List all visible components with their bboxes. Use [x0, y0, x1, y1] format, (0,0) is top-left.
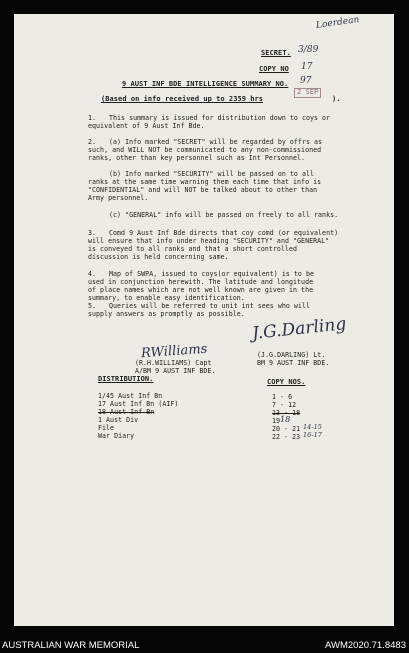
paragraph-line: Army personnel. [88, 194, 149, 202]
summary-title: 9 AUST INF BDE INTELLIGENCE SUMMARY NO. [122, 80, 289, 88]
paragraph-line: such, and WILL NOT be communicated to any non-commissioned [88, 146, 322, 154]
distribution-copies: 20 - 21 [272, 425, 301, 433]
paragraph-line: ranks, other than key personnel such as Int Personnel. [88, 154, 306, 162]
distribution-copies: 13 - 18 [272, 409, 301, 417]
copy-number-handwritten: 17 [301, 62, 313, 72]
right-signature: J.G.Darling [251, 314, 348, 344]
paragraph-line: (b) Info marked "SECURITY" will be passed on to all [109, 170, 315, 178]
archive-footer [0, 637, 409, 653]
left-signatory-name: (R.H.WILLIAMS) Capt [135, 359, 212, 367]
left-signature: RWilliams [140, 341, 208, 362]
distribution-recipient: War Diary [98, 432, 135, 440]
distribution-recipient: 17 Aust Inf Bn (AIF) [98, 400, 179, 408]
copy-number-label: COPY NO [259, 65, 289, 73]
paragraph-line: Comd 9 Aust Inf Bde directs that coy comd (or equivalent) [109, 229, 339, 237]
paragraph-line: Queries will be referred to unit int sees who will [109, 302, 310, 310]
distribution-recipient: File [98, 424, 115, 432]
paragraph-line: "CONFIDENTIAL" and will NOT be talked about to other than [88, 186, 318, 194]
based-on-line-end: ). [332, 95, 341, 103]
distribution-copies-handwritten: 18 [280, 415, 291, 424]
distribution-copies-handwritten: 14-15 [303, 423, 322, 431]
right-signatory-name: (J.G.DARLING) Lt. [257, 351, 326, 359]
distribution-copies: 19 [272, 417, 281, 425]
based-on-line: (Based on info received up to 2359 hrs [101, 95, 264, 103]
paragraph-line: This summary is issued for distribution down to coys or [109, 114, 331, 122]
classification-handwritten-number: 3/89 [298, 45, 319, 55]
distribution-recipient: 1/45 Aust Inf Bn [98, 392, 163, 400]
paragraph-line: will ensure that info under heading "SECURITY" and "GENERAL" [88, 237, 330, 245]
archive-reference: AWM2020.71.8483 [325, 640, 406, 651]
left-signatory-role: A/BM 9 AUST INF BDE. [135, 367, 216, 375]
paragraph-line: (c) "GENERAL" info will be passed on freely to all ranks. [109, 211, 339, 219]
distribution-copies: 1 - 6 [272, 393, 293, 401]
paragraph-line: used in conjunction herewith. The latitude and longitude [88, 278, 314, 286]
paragraph-number: 3. [88, 229, 97, 237]
distribution-recipient: 18 Aust Inf Bn [98, 408, 155, 416]
paragraph-number: 5. [88, 302, 97, 310]
paragraph-line: of place names which are not well known are given in the [88, 286, 314, 294]
paragraph-number: 2. [88, 138, 97, 146]
received-date-stamp: 2 SEP [294, 88, 321, 98]
paragraph-line: supply answers as promptly as possible. [88, 310, 245, 318]
copy-numbers-heading: COPY NOS. [267, 378, 306, 386]
paragraph-line: discussion is held concerning same. [88, 253, 229, 261]
distribution-recipient: 1 Aust Div [98, 416, 139, 424]
paragraph-number: 1. [88, 114, 97, 122]
distribution-heading: DISTRIBUTION. [98, 375, 154, 383]
paragraph-number: 4. [88, 270, 97, 278]
distribution-copies: 7 - 12 [272, 401, 297, 409]
distribution-copies: 22 - 23 [272, 433, 301, 441]
paragraph-line: is conveyed to all ranks and that a short controlled [88, 245, 298, 253]
classification-label: SECRET. [261, 49, 291, 57]
paragraph-line: equivalent of 9 Aust Inf Bde. [88, 122, 205, 130]
paragraph-line: (a) Info marked "SECRET" will be regarded by offrs as [109, 138, 323, 146]
paragraph-line: summary, to enable easy identification. [88, 294, 245, 302]
right-signatory-role: BM 9 AUST INF BDE. [257, 359, 330, 367]
paragraph-line: Map of SWPA, issued to coys(or equivalent) is to be [109, 270, 315, 278]
summary-number-handwritten: 97 [300, 76, 312, 86]
archive-name: AUSTRALIAN WAR MEMORIAL [2, 640, 140, 651]
distribution-copies-handwritten: 16-17 [303, 431, 322, 439]
paragraph-line: ranks at the same time warning them each time that info is [88, 178, 322, 186]
document-page [14, 14, 394, 626]
handwritten-annotation: Loerdean [315, 15, 361, 31]
